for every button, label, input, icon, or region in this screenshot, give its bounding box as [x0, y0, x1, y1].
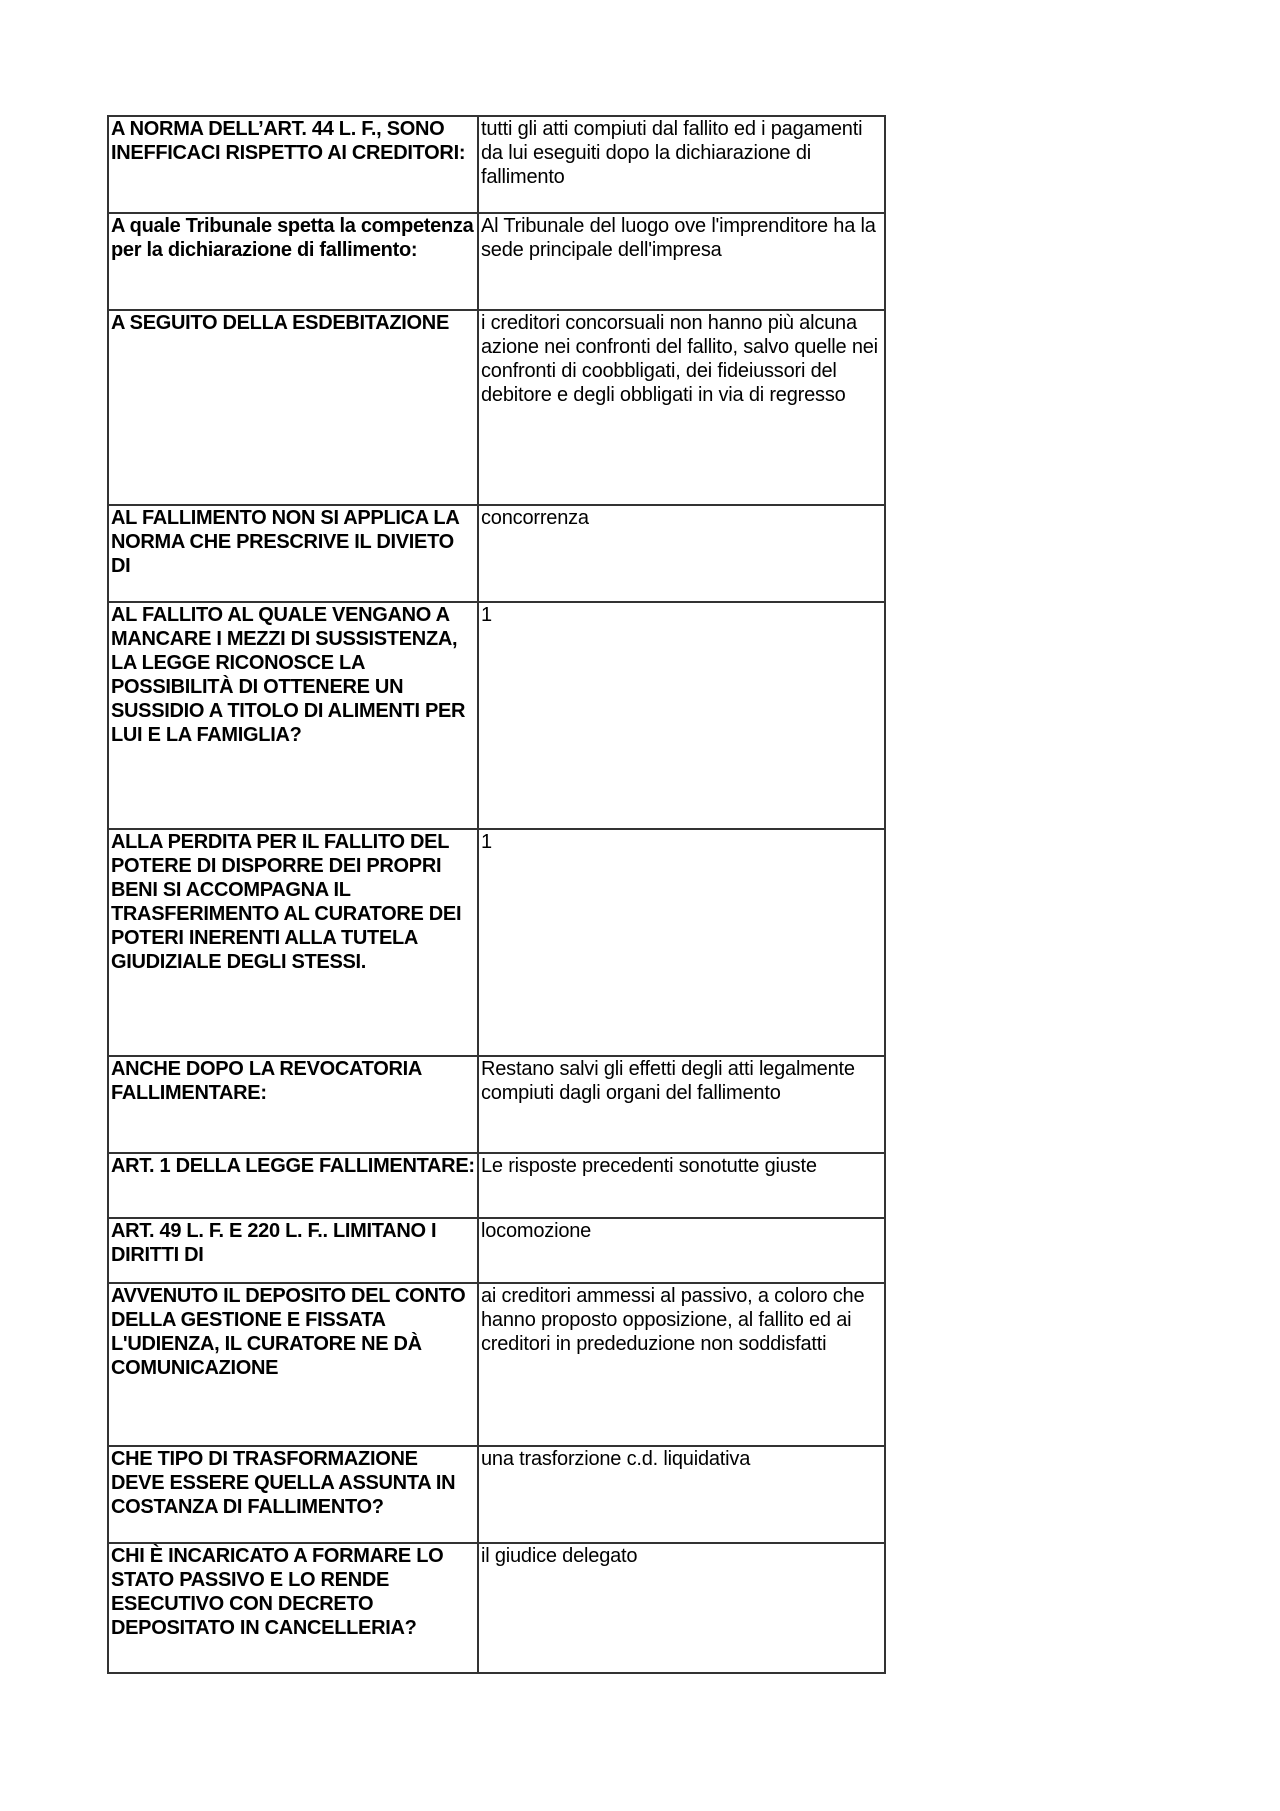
question-cell: AL FALLIMENTO NON SI APPLICA LA NORMA CHE PRESCRIVE IL DIVIETO DI	[108, 505, 478, 602]
question-cell: ALLA PERDITA PER IL FALLITO DEL POTERE DI DISPORRE DEI PROPRI BENI SI ACCOMPAGNA IL TRASFERIMENTO AL CURATORE DEI POTERI INERENTI ALLA TUTELA GIUDIZIALE DEGLI STESSI.	[108, 829, 478, 1056]
table-row	[108, 1543, 885, 1673]
table-row	[108, 213, 885, 310]
answer-cell: i creditori concorsuali non hanno più alcuna azione nei confronti del fallito, salvo quelle nei confronti di coobbligati, dei fideiussori del debitore e degli obbligati in via di regresso	[478, 310, 885, 505]
table-row	[108, 1056, 885, 1153]
answer-cell: tutti gli atti compiuti dal fallito ed i pagamenti da lui eseguiti dopo la dichiarazione di fallimento	[478, 116, 885, 213]
question-cell: ANCHE DOPO LA REVOCATORIA FALLIMENTARE:	[108, 1056, 478, 1153]
question-cell: AL FALLITO AL QUALE VENGANO A MANCARE I MEZZI DI SUSSISTENZA, LA LEGGE RICONOSCE LA POSSIBILITÀ DI OTTENERE UN SUSSIDIO A TITOLO DI ALIMENTI PER LUI E LA FAMIGLIA?	[108, 602, 478, 829]
table-row	[108, 505, 885, 602]
table-row	[108, 602, 885, 829]
answer-cell: una trasforzione c.d. liquidativa	[478, 1446, 885, 1543]
answer-cell: Restano salvi gli effetti degli atti legalmente compiuti dagli organi del fallimento	[478, 1056, 885, 1153]
table-row	[108, 1446, 885, 1543]
question-cell: A NORMA DELL’ART. 44 L. F., SONO INEFFICACI RISPETTO AI CREDITORI:	[108, 116, 478, 213]
table-row	[108, 310, 885, 505]
answer-cell: locomozione	[478, 1218, 885, 1283]
table-row	[108, 829, 885, 1056]
answer-cell: concorrenza	[478, 505, 885, 602]
question-cell: ART. 1 DELLA LEGGE FALLIMENTARE:	[108, 1153, 478, 1218]
answer-cell: 1	[478, 602, 885, 829]
answer-cell: Al Tribunale del luogo ove l'imprenditore ha la sede principale dell'impresa	[478, 213, 885, 310]
question-cell: A SEGUITO DELLA ESDEBITAZIONE	[108, 310, 478, 505]
question-cell: CHI È INCARICATO A FORMARE LO STATO PASSIVO E LO RENDE ESECUTIVO CON DECRETO DEPOSITATO IN CANCELLERIA?	[108, 1543, 478, 1673]
answer-cell: ai creditori ammessi al passivo, a coloro che hanno proposto opposizione, al fallito ed ai creditori in prededuzione non soddisfatti	[478, 1283, 885, 1446]
table-row	[108, 1153, 885, 1218]
question-cell: ART. 49 L. F. E 220 L. F.. LIMITANO I DIRITTI DI	[108, 1218, 478, 1283]
answer-cell: Le risposte precedenti sonotutte giuste	[478, 1153, 885, 1218]
table-row	[108, 1283, 885, 1446]
question-cell: AVVENUTO IL DEPOSITO DEL CONTO DELLA GESTIONE E FISSATA L'UDIENZA, IL CURATORE NE DÀ COMUNICAZIONE	[108, 1283, 478, 1446]
answer-cell: il giudice delegato	[478, 1543, 885, 1673]
question-cell: CHE TIPO DI TRASFORMAZIONE DEVE ESSERE QUELLA ASSUNTA IN COSTANZA DI FALLIMENTO?	[108, 1446, 478, 1543]
table-row	[108, 1218, 885, 1283]
answer-cell: 1	[478, 829, 885, 1056]
table-row	[108, 116, 885, 213]
qa-table	[107, 115, 886, 1674]
question-cell: A quale Tribunale spetta la competenza per la dichiarazione di fallimento:	[108, 213, 478, 310]
